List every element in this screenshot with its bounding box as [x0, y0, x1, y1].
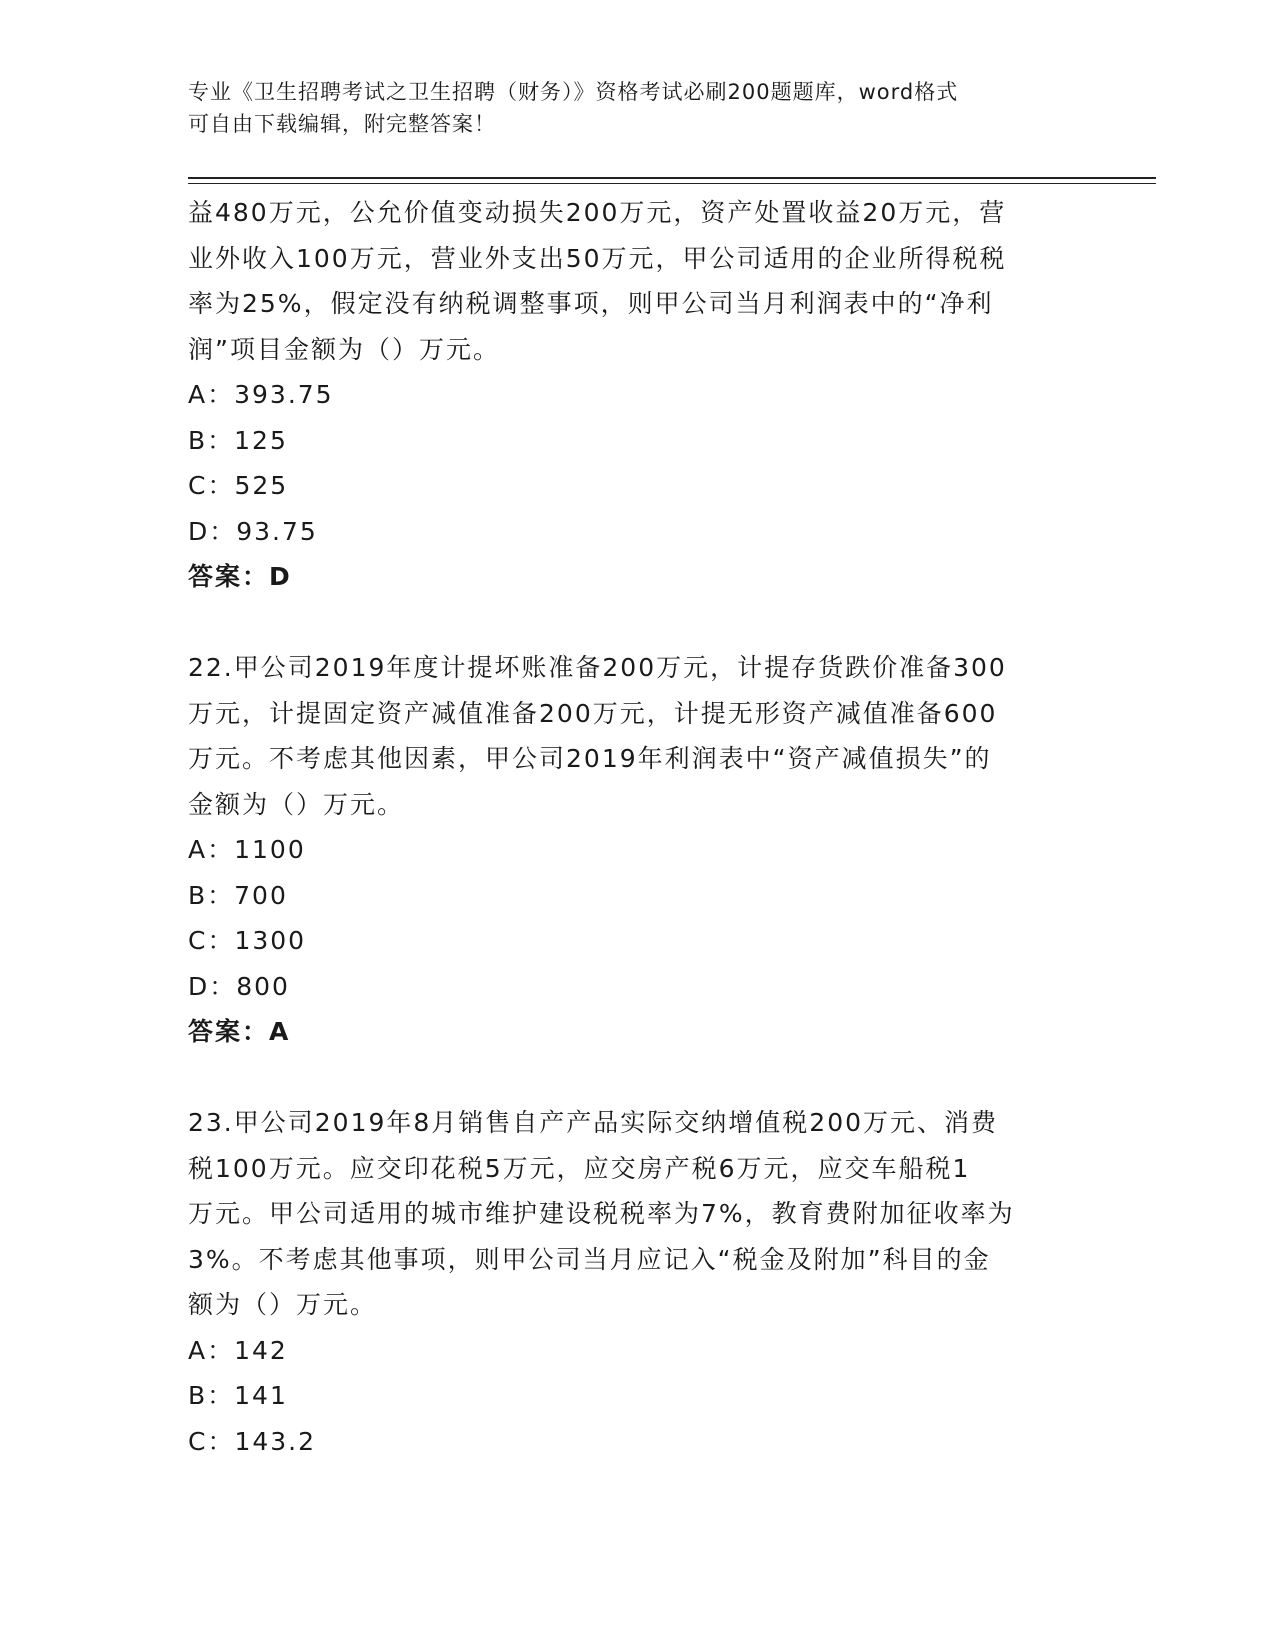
option-b: B：125: [188, 425, 288, 455]
question-text-line: 23.甲公司2019年8月销售自产产品实际交纳增值税200万元、消费: [188, 1108, 999, 1137]
question-text-line: 万元。不考虑其他因素，甲公司2019年利润表中“资产减值损失”的: [188, 744, 992, 773]
option-b: B：700: [188, 880, 288, 910]
question-text-line: 率为25%，假定没有纳税调整事项，则甲公司当月利润表中的“净利: [188, 289, 994, 318]
option-d: D：93.75: [188, 516, 318, 546]
option-a: A：393.75: [188, 380, 334, 409]
question-text-line: 税100万元。应交印花税5万元，应交房产税6万元，应交车船税1: [188, 1153, 971, 1183]
header-title-line-2: 可自由下载编辑，附完整答案！: [188, 112, 496, 136]
option-c: C：1300: [188, 926, 307, 955]
question-spacer: [188, 600, 1088, 646]
question-text-line: 额为（）万元。: [188, 1290, 378, 1319]
header-rule-thick: [188, 177, 1156, 179]
option-b: B：141: [188, 1381, 288, 1410]
question-23: [188, 1100, 1088, 1464]
option-a: A：1100: [188, 835, 306, 864]
answer-label: 答案：A: [188, 1017, 291, 1046]
question-text-line: 润”项目金额为（）万元。: [188, 334, 500, 364]
header-title-line-1: 专业《卫生招聘考试之卫生招聘（财务）》资格考试必刷200题题库，word格式: [188, 80, 959, 104]
question-21: [188, 190, 1088, 600]
header-rule-thin: [188, 183, 1156, 184]
document-body: [188, 190, 1088, 1464]
question-text-line: 万元。甲公司适用的城市维护建设税税率为7%，教育费附加征收率为: [188, 1199, 1015, 1228]
document-header: [188, 76, 1068, 140]
option-d: D：800: [188, 971, 290, 1001]
option-c: C：143.2: [188, 1426, 317, 1456]
question-text-line: 3%。不考虑其他事项，则甲公司当月应记入“税金及附加”科目的金: [188, 1244, 991, 1274]
option-c: C：525: [188, 471, 289, 500]
question-spacer: [188, 1055, 1088, 1101]
question-text-line: 金额为（）万元。: [188, 789, 405, 819]
question-text-line: 万元，计提固定资产减值准备200万元，计提无形资产减值准备600: [188, 698, 998, 728]
question-22: [188, 645, 1088, 1055]
option-a: A：142: [188, 1335, 288, 1365]
question-text-line: 益480万元，公允价值变动损失200万元，资产处置收益20万元，营: [188, 198, 1007, 227]
answer-label: 答案：D: [188, 562, 292, 591]
question-text-line: 22.甲公司2019年度计提坏账准备200万元，计提存货跌价准备300: [188, 653, 1007, 682]
question-text-line: 业外收入100万元，营业外支出50万元，甲公司适用的企业所得税税: [188, 243, 1007, 273]
